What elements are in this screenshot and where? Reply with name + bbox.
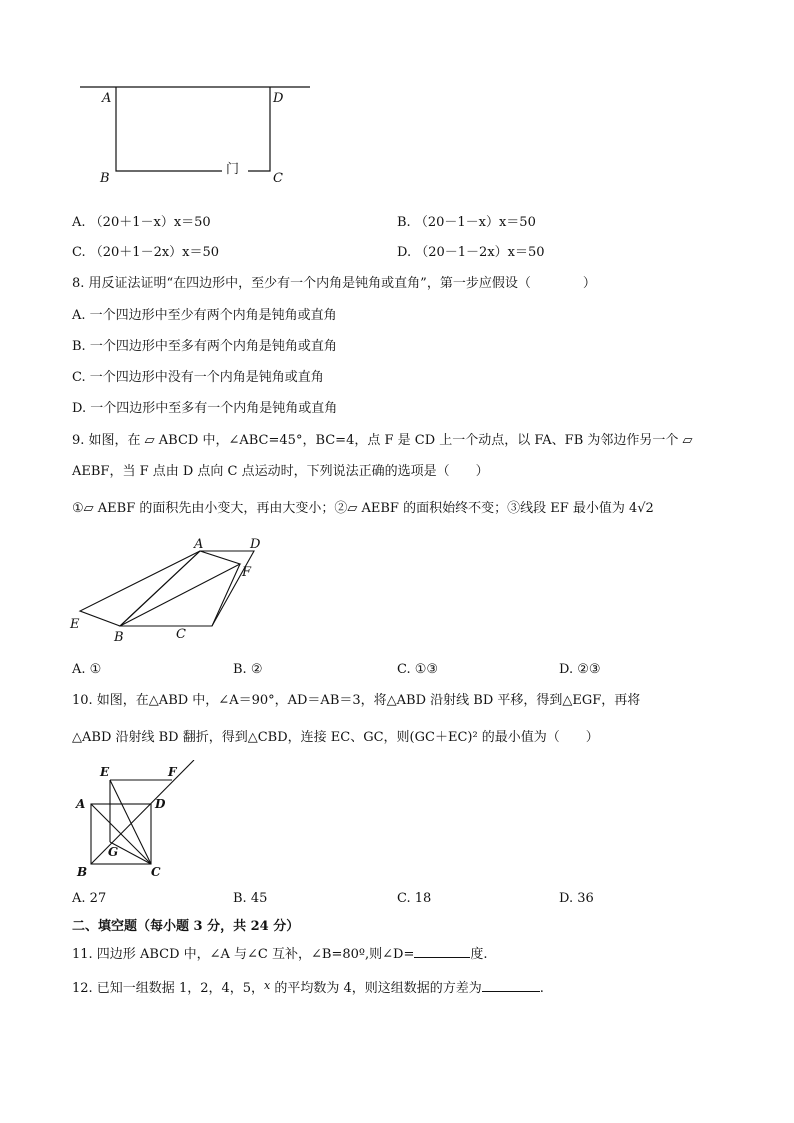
q9-option-d[interactable]: D. ②③ <box>559 662 601 677</box>
q9-option-b[interactable]: B. ② <box>233 662 263 677</box>
fence-outline <box>116 87 222 171</box>
q9-option-a[interactable]: A. ① <box>72 662 102 677</box>
q12-answer-blank[interactable] <box>482 979 540 992</box>
label-C: C <box>273 171 283 186</box>
label-D: D <box>273 91 284 106</box>
q9-option-c[interactable]: C. ①③ <box>397 662 439 677</box>
q10-stem-line2: △ABD 沿射线 BD 翻折，得到△CBD，连接 EC、GC，则(GC＋EC)² 的最小值为（ ） <box>72 730 599 745</box>
q7-option-d[interactable]: D. （20－1－2x）x＝50 <box>397 245 545 260</box>
q8-option-b[interactable]: B. 一个四边形中至多有两个内角是钝角或直角 <box>72 339 337 354</box>
label-A: A <box>194 537 204 552</box>
label-B: B <box>77 865 88 879</box>
sqrt-2: √2 <box>637 501 654 516</box>
q10-option-d[interactable]: D. 36 <box>559 891 594 906</box>
q10-option-b[interactable]: B. 45 <box>233 891 268 906</box>
label-F: F <box>242 565 252 580</box>
label-G: G <box>108 845 119 859</box>
q10-option-a[interactable]: A. 27 <box>72 891 107 906</box>
q10-option-c[interactable]: C. 18 <box>397 891 432 906</box>
label-F: F <box>168 765 177 779</box>
q9-statements: ①▱ AEBF 的面积先由小变大，再由大变小；②▱ AEBF 的面积始终不变；③线段 EF 最小值为 4√2 <box>72 501 654 516</box>
q7-figure <box>70 78 320 188</box>
q7-option-b[interactable]: B. （20－1－x）x＝50 <box>397 215 536 230</box>
label-C: C <box>176 627 186 642</box>
label-D: D <box>250 537 261 552</box>
q8-stem: 8. 用反证法证明“在四边形中，至少有一个内角是钝角或直角”，第一步应假设（ ） <box>72 276 596 291</box>
label-E: E <box>100 765 110 779</box>
q7-option-c[interactable]: C. （20＋1－2x）x＝50 <box>72 245 220 260</box>
q10-figure <box>72 760 202 882</box>
fence-outline-right <box>248 87 270 171</box>
q9-figure <box>66 534 286 646</box>
q8-option-d[interactable]: D. 一个四边形中至多有一个内角是钝角或直角 <box>72 401 338 416</box>
q8-option-a[interactable]: A. 一个四边形中至少有两个内角是钝角或直角 <box>72 308 337 323</box>
door-label: 门 <box>226 162 240 177</box>
q11-answer-blank[interactable] <box>414 945 470 958</box>
q9-stem-line2: AEBF，当 F 点由 D 点向 C 点运动时，下列说法正确的选项是（ ） <box>72 464 489 479</box>
label-B: B <box>100 171 110 186</box>
q9-stem-line1: 9. 如图，在 ▱ ABCD 中，∠ABC=45°，BC=4，点 F 是 CD 上一个动点，以 FA、FB 为邻边作另一个 ▱ <box>72 433 693 448</box>
q7-option-a[interactable]: A. （20＋1－x）x＝50 <box>72 215 211 230</box>
q11: 11. 四边形 ABCD 中，∠A 与∠C 互补，∠B=80º,则∠D= 度. <box>72 947 488 962</box>
section-title: 二、填空题（每小题 3 分，共 24 分） <box>72 919 300 934</box>
segment-fc <box>212 564 240 626</box>
label-A: A <box>76 797 86 811</box>
label-C: C <box>151 865 161 879</box>
label-E: E <box>70 617 80 632</box>
q12: 12. 已知一组数据 1，2，4，5，$^x$ 的平均数为 4，则这组数据的方差为 . <box>72 979 544 996</box>
diagonal-ab <box>120 551 200 626</box>
label-A: A <box>102 91 112 106</box>
q10-stem-line1: 10. 如图，在△ABD 中，∠A＝90°，AD＝AB＝3，将△ABD 沿射线 BD 平移，得到△EGF，再将 <box>72 693 641 708</box>
label-B: B <box>114 630 124 645</box>
q8-option-c[interactable]: C. 一个四边形中没有一个内角是钝角或直角 <box>72 370 324 385</box>
label-D: D <box>155 797 166 811</box>
